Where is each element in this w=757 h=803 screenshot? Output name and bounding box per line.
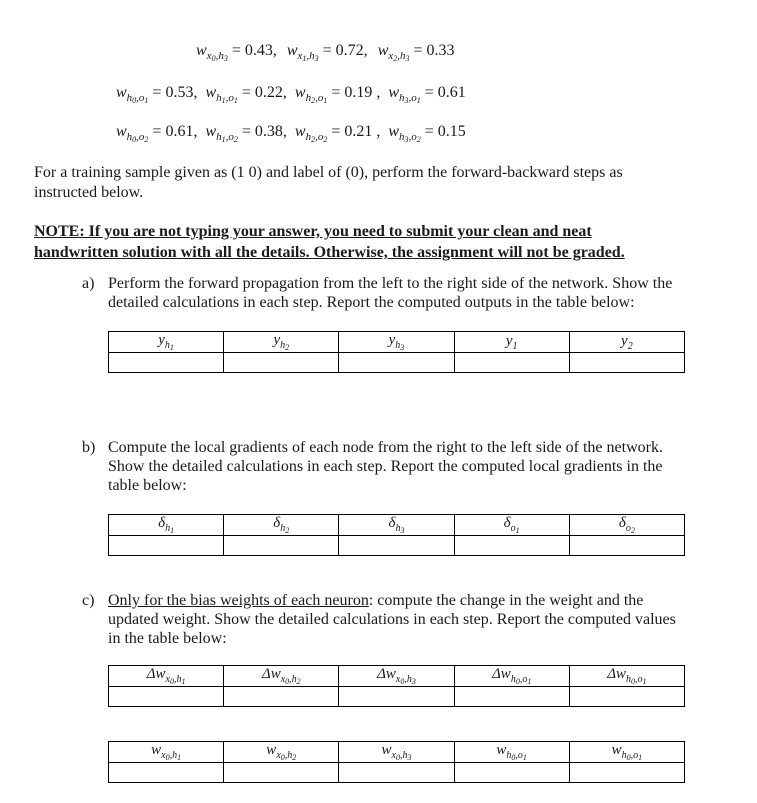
header-subscript: x0,h3: [391, 750, 412, 762]
header-cell: $w_{x_0,h_3}$: [339, 742, 454, 763]
answer-cell[interactable]: [454, 763, 569, 783]
answer-cell[interactable]: [569, 687, 684, 707]
weight-symbol: $w_{h_2,o_1}$: [294, 84, 328, 105]
submission-note: NOTE: If you are not typing your answer, you need to submit your clean and neat handwritten solution with all the details. Otherwise, the assignment will not be graded.: [34, 223, 625, 261]
header-subsub: 2: [630, 526, 635, 535]
question-a-text: Perform the forward propagation from the left to the right side of the network. Show the detailed calculations in each step. Report the computed outputs in the table below:: [108, 275, 673, 311]
header-cell: $\delta_{h_1}$: [109, 515, 224, 536]
header-cell: $\delta_{o_1}$: [454, 515, 569, 536]
weight-symbol: $w_{h_3,o_1}$: [388, 84, 421, 105]
header-subsub: 3: [407, 753, 412, 762]
header-subscript: x0,h1: [165, 674, 186, 686]
header-subsub: 0: [515, 677, 520, 686]
weight-header-row: [109, 742, 685, 763]
weight-answer-row: [109, 763, 685, 783]
answer-cell[interactable]: [339, 763, 454, 783]
answer-cell[interactable]: [109, 687, 224, 707]
weight-subsub: 2: [311, 96, 316, 105]
header-subscript: o1: [510, 523, 520, 535]
weight-symbol: $w_{h_0,o_2}$: [116, 123, 149, 144]
answer-cell[interactable]: [109, 763, 224, 783]
weight-subscript: h2,o1: [305, 92, 328, 105]
weight-value: = 0.53,: [148, 84, 198, 101]
weight-symbol: $w_{h_0,o_1}$: [116, 84, 149, 105]
header-subsub: 1: [522, 753, 527, 762]
header-subsub: 3: [400, 526, 405, 535]
local-gradients-table: [108, 514, 685, 556]
weight-subsub: 2: [233, 135, 238, 144]
header-subsub: 0: [626, 753, 631, 762]
header-subsub: 0: [280, 753, 285, 762]
delta-answer-row: [109, 687, 685, 707]
header-subscript: o2: [625, 523, 635, 535]
header-subsub: 1: [642, 677, 647, 686]
weight-symbol: $w_{h_1,o_1}$: [205, 84, 238, 105]
header-subscript: h0,o1: [621, 750, 643, 762]
weight-subsub: 2: [416, 135, 421, 144]
weight-subsub: 3: [404, 96, 409, 105]
header-cell: $\Delta w_{h_0,o_1}$: [569, 666, 684, 687]
header-subscript: x0,h2: [276, 750, 297, 762]
answer-cell[interactable]: [339, 687, 454, 707]
weight-symbol: $w_{x_2,h_3}$: [377, 42, 410, 63]
weight-subsub: 2: [393, 54, 398, 63]
answer-cell[interactable]: [454, 687, 569, 707]
weight-term: [295, 84, 380, 105]
weight-symbol: $w_{h_3,o_2}$: [388, 123, 421, 144]
weight-term: [116, 123, 197, 144]
weight-symbol: $w_{h_1,o_2}$: [205, 123, 238, 144]
header-subsub: 0: [400, 677, 405, 686]
header-subsub: 0: [511, 753, 516, 762]
header-cell: $w_{h_0,o_1}$: [569, 742, 684, 763]
header-cell: $\Delta w_{x_0,h_2}$: [224, 666, 339, 687]
weight-value: = 0.33: [409, 42, 455, 59]
weight-subscript: h0,o2: [126, 131, 149, 144]
weight-subsub: 1: [221, 135, 226, 144]
header-cell: $\delta_{h_2}$: [224, 515, 339, 536]
header-subsub: 2: [296, 677, 301, 686]
header-subsub: 0: [169, 677, 174, 686]
header-cell: $\Delta w_{x_0,h_1}$: [109, 666, 224, 687]
header-subsub: 1: [181, 677, 186, 686]
answer-cell[interactable]: [454, 536, 569, 556]
weight-subscript: h1,o1: [216, 92, 238, 105]
answer-cell[interactable]: [224, 536, 339, 556]
bias-delta-table: [108, 665, 685, 707]
header-subscript: h1: [164, 340, 174, 352]
header-subscript: h0,o1: [510, 674, 532, 686]
header-subsub: 1: [527, 677, 532, 686]
weight-subsub: 2: [311, 135, 316, 144]
header-cell: $w_{x_0,h_2}$: [224, 742, 339, 763]
outputs-table: [108, 331, 685, 373]
weight-value: = 0.15: [420, 123, 466, 140]
header-subscript: x0,h3: [395, 674, 416, 686]
weight-subsub: 3: [223, 54, 228, 63]
answer-cell[interactable]: [339, 536, 454, 556]
header-subsub: 1: [177, 753, 182, 762]
header-subscript: h2: [280, 523, 290, 535]
weight-subscript: h1,o2: [216, 131, 238, 144]
weight-symbol: $w_{x_0,h_3}$: [196, 42, 228, 63]
weight-term: [388, 123, 465, 144]
weight-subscript: h3,o2: [399, 131, 421, 144]
weight-subsub: 3: [405, 54, 410, 63]
header-subscript: h0,o1: [626, 674, 647, 686]
weight-value: = 0.43,: [227, 42, 277, 59]
gradients-answer-row: [109, 536, 685, 556]
question-a-label: a): [82, 275, 95, 292]
header-subsub: 2: [285, 526, 290, 535]
answer-cell[interactable]: [224, 353, 339, 373]
weight-value: = 0.22,: [237, 84, 287, 101]
weight-term: [205, 123, 286, 144]
header-subscript: x0,h1: [161, 750, 182, 762]
weight-subsub: 0: [211, 54, 216, 63]
answer-cell[interactable]: [339, 353, 454, 373]
weights-line-1: [196, 42, 465, 63]
outputs-answer-row: [109, 353, 685, 373]
weight-subsub: 1: [416, 96, 421, 105]
weight-term: [116, 84, 197, 105]
weight-subsub: 0: [132, 135, 137, 144]
header-cell: $y_{h_1}$: [109, 332, 224, 353]
weight-term: [378, 42, 455, 63]
header-subscript: 2: [627, 340, 633, 352]
weight-subsub: 1: [302, 54, 307, 63]
weight-value: = 0.61,: [148, 123, 198, 140]
header-subsub: 2: [285, 343, 290, 352]
weight-subsub: 3: [314, 54, 319, 63]
weight-value: = 0.21 ,: [327, 123, 381, 140]
header-cell: $y_{h_2}$: [224, 332, 339, 353]
header-subscript: x0,h2: [280, 674, 301, 686]
header-cell: $y_2$: [569, 332, 684, 353]
question-c-label: c): [82, 592, 95, 609]
header-cell: $\Delta w_{x_0,h_3}$: [339, 666, 454, 687]
header-subsub: 0: [631, 677, 636, 686]
header-subsub: 1: [515, 526, 520, 535]
header-subsub: 3: [411, 677, 416, 686]
weight-subscript: x0,h3: [206, 50, 228, 63]
answer-cell[interactable]: [109, 353, 224, 373]
question-b-text: Compute the local gradients of each node from the right to the left side of the network. Show the detailed calculations in each step. Report the computed local gradients in the table below:: [108, 439, 663, 494]
answer-cell[interactable]: [569, 353, 684, 373]
answer-cell[interactable]: [224, 763, 339, 783]
intro-paragraph: For a training sample given as (1 0) and label of (0), perform the forward-backward steps as instructed below.: [34, 164, 623, 201]
outputs-header-row: [109, 332, 685, 353]
answer-cell[interactable]: [454, 353, 569, 373]
header-subscript: h1: [165, 523, 175, 535]
weight-term: [388, 84, 465, 105]
weight-value: = 0.19 ,: [327, 84, 381, 101]
weight-symbol: $w_{h_2,o_2}$: [294, 123, 328, 144]
header-cell: $\delta_{o_2}$: [569, 515, 684, 536]
header-cell: $\delta_{h_3}$: [339, 515, 454, 536]
header-subsub: 2: [292, 753, 297, 762]
weight-subsub: 1: [323, 96, 328, 105]
weight-term: [196, 42, 277, 63]
weight-value: = 0.61: [420, 84, 466, 101]
header-subsub: 0: [395, 753, 400, 762]
header-subscript: h2: [280, 340, 290, 352]
header-subsub: 0: [285, 677, 290, 686]
header-subsub: 3: [400, 343, 405, 352]
question-c-text: [108, 591, 688, 648]
header-cell: $y_1$: [454, 332, 569, 353]
weight-subscript: x2,h3: [388, 50, 410, 63]
answer-cell[interactable]: [569, 536, 684, 556]
header-cell: $y_{h_3}$: [339, 332, 454, 353]
header-cell: $w_{x_0,h_1}$: [109, 742, 224, 763]
header-subscript: h3: [395, 340, 405, 352]
header-cell: $w_{h_0,o_1}$: [454, 742, 569, 763]
header-subsub: 1: [638, 753, 643, 762]
weight-subscript: h0,o1: [126, 92, 149, 105]
answer-cell[interactable]: [224, 687, 339, 707]
question-c-body: : compute the change in the weight and the updated weight. Show the detailed calculations in each step. Report the computed values in the table below:: [108, 592, 676, 647]
bias-weight-table: [108, 741, 685, 783]
weight-subscript: x1,h3: [297, 50, 319, 63]
weight-subsub: 2: [323, 135, 328, 144]
weight-term: [295, 123, 380, 144]
header-subscript: h0,o1: [506, 750, 527, 762]
delta-header-row: [109, 666, 685, 687]
weights-line-2: [116, 84, 474, 105]
header-cell: $\Delta w_{h_0,o_1}$: [454, 666, 569, 687]
weight-value: = 0.72,: [318, 42, 368, 59]
answer-cell[interactable]: [569, 763, 684, 783]
question-c-emphasis: Only for the bias weights of each neuron: [108, 592, 369, 609]
weight-term: [205, 84, 286, 105]
weight-subsub: 3: [404, 135, 409, 144]
weight-subscript: h2,o2: [305, 131, 328, 144]
answer-cell[interactable]: [109, 536, 224, 556]
gradients-header-row: [109, 515, 685, 536]
question-b-label: b): [82, 439, 96, 456]
weight-subscript: h3,o1: [399, 92, 421, 105]
header-subsub: 1: [170, 526, 175, 535]
weight-subsub: 1: [221, 96, 226, 105]
weight-subsub: 2: [144, 135, 149, 144]
header-subsub: 0: [165, 753, 170, 762]
header-subscript: 1: [512, 340, 518, 352]
weight-subsub: 0: [132, 96, 137, 105]
weight-value: = 0.38,: [237, 123, 287, 140]
weight-subsub: 1: [233, 96, 238, 105]
header-subsub: 1: [169, 343, 174, 352]
weight-term: [287, 42, 368, 63]
weight-subsub: 1: [144, 96, 149, 105]
header-subscript: h3: [395, 523, 405, 535]
weight-symbol: $w_{x_1,h_3}$: [286, 42, 319, 63]
weights-line-3: [116, 123, 474, 144]
